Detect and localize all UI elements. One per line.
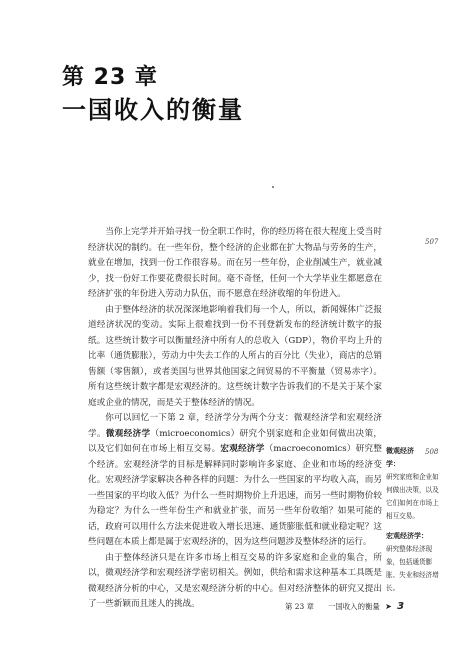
body-paragraph: [88, 225, 382, 303]
arrow-right-icon: ➤: [385, 602, 392, 611]
body-paragraph: [88, 303, 382, 412]
glossary-term: 微观经济学：: [386, 447, 414, 468]
paragraph-text: 你可以回忆一下第 2 章，经济学分为两个分支：微观经济学和宏观经济学。: [88, 413, 382, 439]
glossary-definition: 研究家庭和企业如何做出决策，以及它们如何在市场上相互交易。: [386, 473, 439, 520]
paragraph-text: （macroeconomics）研究整个经济。宏观经济学的目标是解释同时影响许多家庭、企业和市场的经济变化。宏观经济学家解决各种各样的问题：为什么一些国家的平均收入高，而另一些国家的平均收入低？为什么一些时期物价上升迅速，而另一些时期物价较为稳定？为什么一些年份生产和就业扩张，而另一些年份收缩？如果可能的话，政府可以用什么方法来促进收入增长迅速、通货膨胀低和就业稳定呢？这些问题在本质上都是属于宏观经济的，因为这些问题涉及整体经济的运行。: [88, 444, 382, 547]
footer-title: 一国收入的衡量: [328, 602, 380, 611]
chapter-number: 第 23 章: [62, 65, 158, 90]
page-footer: [285, 601, 404, 612]
glossary-entry: [386, 530, 444, 595]
glossary-entry: [386, 445, 444, 523]
key-term: 微观经济学: [105, 428, 151, 439]
decorative-dot: [272, 186, 274, 188]
margin-page-number-508: 508: [425, 448, 439, 456]
glossary-term: 宏观经济学：: [386, 532, 428, 540]
page-number: 3: [397, 601, 405, 612]
paragraph-text: 由于整体经济的状况深深地影响着我们每一个人，所以，新闻媒体广泛报道经济状况的变动。实际上很难找到一份不刊登新发布的经济统计数字的报纸。这些统计数字可以衡量经济中所有人的总收入（GDP），物价平均上升的比率（通货膨胀），劳动力中失去工作的人所占的百分比（失业），商店的总销售额（零售额），或者美国与世界其他国家之间贸易的不平衡量（贸易赤字）。所有这些统计数字都是宏观经济的。这些统计数字告诉我们的不是关于某个家庭或企业的情况，而是关于整体经济的情况。: [88, 304, 382, 408]
paragraph-text: 由于整体经济只是在许多市场上相互交易的许多家庭和企业的集合，所以，微观经济学和宏观经济学密切相关。例如，供给和需求这种基本工具既是微观经济分析的中心，又是宏观经济分析的中心。但对经济整体的研究又提出了一些新颖而且迷人的挑战。: [88, 552, 382, 609]
key-term: 宏观经济学: [220, 444, 265, 454]
margin-page-number-507: 507: [425, 238, 439, 246]
footer-chapter: 第 23 章: [285, 602, 314, 611]
body-paragraph: [88, 411, 382, 551]
paragraph-text: 当你上完学并开始寻找一份全职工作时，你的经历将在很大程度上受当时经济状况的制约。在一些年份，整个经济的企业都在扩大物品与劳务的生产，就业在增加，找到一份工作很容易。而在另一些年份，企业削减生产，就业减少，找一份好工作要花费很长时间。毫不奇怪，任何一个大学毕业生都愿意在经济扩张的年份进入劳动力队伍，而不愿意在经济收缩的年份进入。: [88, 227, 382, 299]
body-text: [88, 225, 382, 613]
glossary-sidebar: [386, 445, 444, 602]
glossary-definition: 研究整体经济现象，包括通货膨胀、失业和经济增长。: [386, 545, 439, 592]
chapter-title: 一国收入的衡量: [62, 96, 244, 124]
paragraph-text: （microeconomics）研究个别家庭和企业如何做出决策，以及它们如何在市场上相互交易。: [88, 428, 382, 454]
